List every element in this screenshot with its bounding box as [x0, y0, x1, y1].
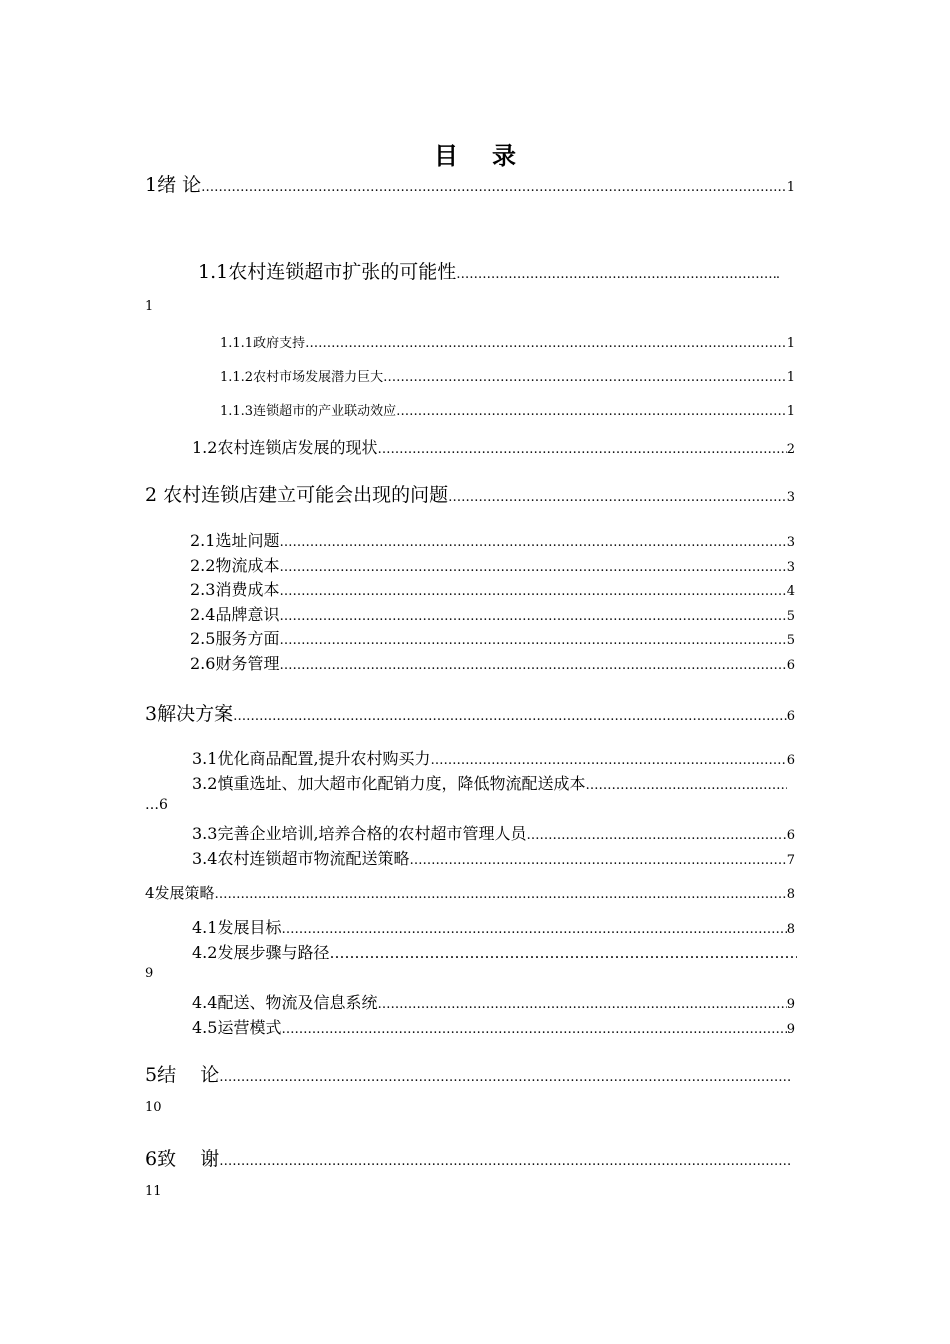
toc-page-number: 5: [786, 609, 795, 624]
dot-leader: [383, 370, 787, 385]
dot-leader: [456, 267, 776, 282]
toc-entry-1-1-2[interactable]: [220, 366, 795, 385]
dot-leader: [527, 828, 783, 843]
toc-entry-4-2[interactable]: [192, 940, 797, 963]
dot-leader: [279, 633, 786, 648]
toc-entry-3-4[interactable]: [192, 846, 795, 869]
toc-entry-label: 3.2慎重选址、加大超市化配销力度，降低物流配送成本: [192, 774, 586, 793]
dot-leader: [233, 709, 787, 724]
toc-entry-label: 6致 谢: [145, 1148, 220, 1170]
toc-page-number-wrapped: 9: [145, 966, 154, 981]
dot-leader: [279, 535, 786, 550]
dot-leader: [279, 584, 786, 599]
dot-leader: [201, 180, 787, 195]
toc-page-number: 7: [786, 853, 795, 868]
toc-entry-4-4[interactable]: [192, 990, 795, 1013]
toc-page-number: 1: [786, 336, 795, 351]
dot-leader: [215, 887, 787, 902]
toc-entry-6[interactable]: [145, 1144, 790, 1171]
toc-entry-2[interactable]: [145, 480, 795, 507]
toc-page-number: 8: [786, 887, 795, 902]
toc-entry-1-2[interactable]: [192, 435, 795, 458]
toc-page-number: 3: [786, 535, 795, 550]
toc-entry-label: 1.1.2农村市场发展潜力巨大: [220, 370, 384, 385]
toc-page-number: 1: [786, 370, 795, 385]
toc-entry-1-1[interactable]: [198, 257, 780, 284]
dot-leader: [279, 560, 786, 575]
toc-title: 目录: [434, 142, 550, 170]
dot-leader: [409, 853, 786, 868]
toc-entry-label: 5结 论: [145, 1064, 220, 1086]
toc-entry-label: 2.4品牌意识: [190, 605, 280, 624]
toc-entry-2-6[interactable]: [190, 651, 795, 674]
toc-entry-4-1[interactable]: [192, 915, 795, 938]
toc-entry-label: 2.3消费成本: [190, 580, 280, 599]
toc-entry-4-5[interactable]: [192, 1015, 795, 1038]
toc-entry-3-2[interactable]: [192, 771, 787, 794]
toc-entry-label: 1.1.1政府支持: [220, 336, 306, 351]
toc-entry-label: 4.2发展步骤与路径: [192, 943, 330, 962]
toc-page-number: 6: [786, 658, 795, 673]
toc-entry-2-2[interactable]: [190, 553, 795, 576]
toc-entry-1-1-3[interactable]: [220, 400, 795, 419]
toc-page-number: 2: [786, 442, 795, 457]
toc-entry-1[interactable]: [145, 170, 795, 197]
toc-page-number-wrapped: 10: [145, 1100, 162, 1115]
toc-entry-label: 4发展策略: [145, 884, 215, 902]
toc-page-number: 4: [786, 584, 795, 599]
toc-entry-1-1-1[interactable]: [220, 332, 795, 351]
dot-leader: [219, 1070, 790, 1085]
toc-entry-label: 1.1农村连锁超市扩张的可能性: [198, 261, 457, 283]
dot-leader: [281, 922, 786, 937]
toc-page-number-wrapped: …6: [145, 797, 168, 813]
toc-page-number: 3: [786, 560, 795, 575]
toc-entry-label: 2.6财务管理: [190, 654, 280, 673]
dot-leader: [279, 609, 786, 624]
toc-page-number: 6: [786, 753, 795, 768]
toc-trailing-dot: .: [775, 267, 780, 282]
toc-entry-label: 3.1优化商品配置,提升农村购买力: [192, 749, 431, 768]
toc-entry-label: 2.2物流成本: [190, 556, 280, 575]
dot-leader: [396, 404, 787, 419]
toc-entry-2-1[interactable]: [190, 528, 795, 551]
toc-page-number: 9: [786, 1022, 795, 1037]
toc-page-number: 1: [786, 404, 795, 419]
dot-leader: [305, 336, 787, 351]
toc-entry-label: 4.5运营模式: [192, 1018, 282, 1037]
dot-leader: [281, 1022, 786, 1037]
toc-page-number: .6: [782, 828, 795, 843]
dot-leader: [279, 658, 786, 673]
toc-page-number-wrapped: 11: [145, 1184, 162, 1199]
toc-page-number: 1: [786, 180, 795, 195]
toc-entry-2-3[interactable]: [190, 577, 795, 600]
toc-entry-label: 3.3完善企业培训,培养合格的农村超市管理人员: [192, 824, 527, 843]
toc-entry-3-3[interactable]: [192, 821, 795, 844]
dot-leader: [377, 442, 786, 457]
dot-leader: [219, 1154, 790, 1169]
toc-entry-label: 3.4农村连锁超市物流配送策略: [192, 849, 410, 868]
toc-entry-label: 2 农村连锁店建立可能会出现的问题: [145, 484, 449, 506]
toc-entry-label: 2.5服务方面: [190, 629, 280, 648]
toc-entry-label: 4.1发展目标: [192, 918, 282, 937]
dot-leader: [585, 778, 787, 793]
toc-page-number: 9: [786, 997, 795, 1012]
toc-entry-label: 2.1选址问题: [190, 531, 280, 550]
toc-page-number: 5: [786, 633, 795, 648]
toc-entry-2-5[interactable]: [190, 626, 795, 649]
toc-page-number: 8: [786, 922, 795, 937]
toc-entry-2-4[interactable]: [190, 602, 795, 625]
dot-leader: [329, 944, 797, 962]
toc-page-number-wrapped: 1: [145, 299, 154, 314]
toc-page-number: 3: [786, 490, 795, 505]
toc-entry-label: 4.4配送、物流及信息系统: [192, 993, 378, 1012]
dot-leader: [448, 490, 787, 505]
toc-entry-3-1[interactable]: [192, 746, 795, 769]
toc-entry-label: 3解决方案: [145, 703, 234, 725]
dot-leader: [377, 997, 786, 1012]
toc-page-number: 6: [786, 709, 795, 724]
toc-entry-3[interactable]: [145, 699, 795, 726]
toc-entry-5[interactable]: [145, 1060, 790, 1087]
toc-entry-label: 1.1.3连锁超市的产业联动效应: [220, 404, 397, 419]
toc-entry-label: 1绪 论: [145, 174, 202, 196]
toc-entry-4[interactable]: [145, 882, 795, 903]
toc-entry-label: 1.2农村连锁店发展的现状: [192, 438, 378, 457]
dot-leader: [431, 753, 787, 768]
